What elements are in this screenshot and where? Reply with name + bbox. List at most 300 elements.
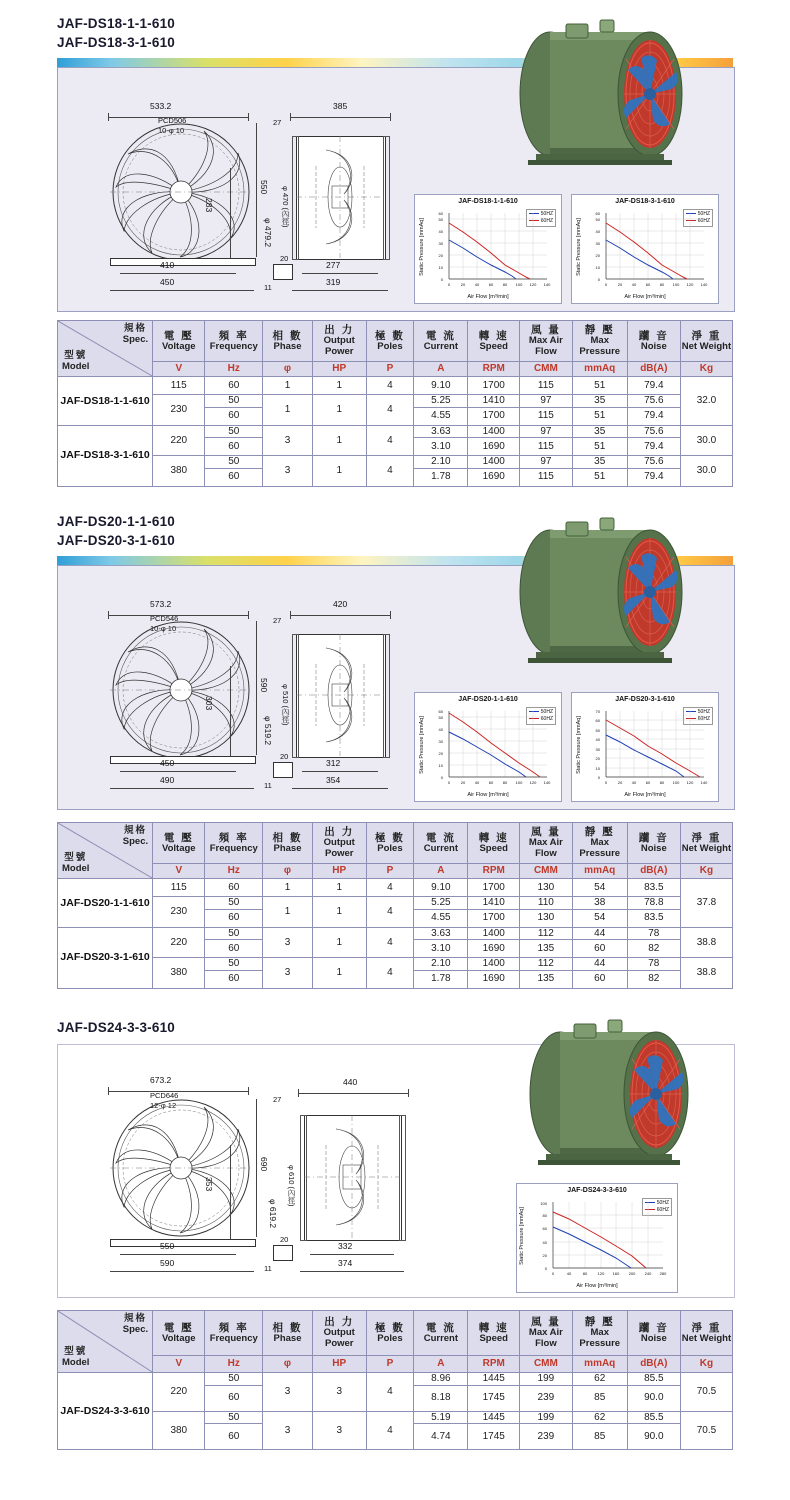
svg-text:120: 120 bbox=[597, 1271, 605, 1276]
cell-speed: 1690 bbox=[468, 970, 520, 988]
chart-title: JAF-DS18-1-1-610 bbox=[458, 198, 518, 205]
th-weight: 淨 重 Net Weight bbox=[680, 823, 732, 864]
legend-50hz: 50HZ bbox=[697, 709, 710, 715]
cell-frequency: 60 bbox=[205, 407, 263, 425]
cell-speed: 1445 bbox=[468, 1373, 520, 1386]
cell-poles: 4 bbox=[366, 897, 414, 928]
foot-detail bbox=[273, 762, 293, 778]
dim-height-right: 690 bbox=[259, 1157, 269, 1172]
cell-current: 1.78 bbox=[414, 468, 468, 486]
cell-voltage: 220 bbox=[153, 425, 205, 456]
cell-current: 8.96 bbox=[414, 1373, 468, 1386]
legend-60hz: 60HZ bbox=[697, 218, 710, 224]
cell-speed: 1700 bbox=[468, 879, 520, 897]
side-flange-right bbox=[383, 136, 390, 260]
svg-text:120: 120 bbox=[529, 282, 537, 287]
svg-text:20: 20 bbox=[438, 751, 443, 756]
cell-current: 3.10 bbox=[414, 940, 468, 958]
table-row bbox=[58, 1411, 733, 1424]
cell-airflow: 110 bbox=[520, 897, 573, 910]
corner-model-cn: 型號 bbox=[64, 350, 88, 362]
dim-holes: 10-φ 10 bbox=[150, 624, 177, 633]
dim-side-dia: φ 479.2 bbox=[263, 218, 273, 248]
svg-text:40: 40 bbox=[474, 780, 480, 785]
cell-pressure: 62 bbox=[572, 1411, 627, 1424]
cell-power: 1 bbox=[312, 425, 366, 456]
corner-spec-cn: 規格 bbox=[123, 1313, 147, 1324]
th-current: 電 流 Current bbox=[414, 823, 468, 864]
th-unit-pressure: mmAq bbox=[572, 362, 627, 377]
cell-current: 5.25 bbox=[414, 395, 468, 408]
dim-base-outer: 450 bbox=[160, 277, 175, 287]
svg-text:0: 0 bbox=[597, 775, 600, 780]
cell-poles: 4 bbox=[366, 1411, 414, 1450]
svg-text:60: 60 bbox=[438, 709, 443, 714]
th-weight: 淨 重 Net Weight bbox=[680, 1311, 732, 1356]
table-row bbox=[58, 377, 733, 395]
section-title bbox=[57, 14, 175, 52]
th-unit-weight: Kg bbox=[680, 864, 732, 879]
dim-base-inner: 410 bbox=[160, 260, 175, 270]
cell-speed: 1400 bbox=[468, 927, 520, 940]
legend-50hz: 50HZ bbox=[656, 1200, 669, 1206]
cell-frequency: 50 bbox=[205, 456, 263, 469]
cell-frequency: 60 bbox=[205, 909, 263, 927]
cell-speed: 1700 bbox=[468, 377, 520, 395]
svg-text:120: 120 bbox=[686, 282, 694, 287]
th-power: 出 力 Output Power bbox=[312, 1311, 366, 1356]
dim-pcd: PCD506 bbox=[158, 116, 187, 125]
svg-text:10: 10 bbox=[595, 265, 600, 270]
legend-60hz: 60HZ bbox=[540, 218, 553, 224]
performance-chart-2 bbox=[571, 692, 719, 802]
dim-side-bottom: 374 bbox=[338, 1258, 353, 1268]
th-voltage: 電 壓 Voltage bbox=[153, 1311, 205, 1356]
cell-frequency: 60 bbox=[205, 377, 263, 395]
cell-phase: 1 bbox=[263, 897, 313, 928]
svg-text:0: 0 bbox=[604, 282, 608, 287]
cell-noise: 78 bbox=[627, 958, 680, 971]
svg-text:0: 0 bbox=[604, 780, 608, 785]
svg-text:20: 20 bbox=[438, 253, 443, 258]
chart-ylabel: Static Pressure [mmAq] bbox=[518, 1207, 525, 1265]
th-pressure: 靜 壓 Max Pressure bbox=[572, 1311, 627, 1356]
legend-60hz: 60HZ bbox=[656, 1207, 669, 1213]
cell-voltage: 220 bbox=[153, 1373, 205, 1412]
corner-model-en: Model bbox=[62, 1357, 90, 1369]
table-corner-header bbox=[58, 321, 153, 377]
svg-text:50: 50 bbox=[438, 715, 443, 720]
cell-voltage: 115 bbox=[153, 377, 205, 395]
cell-current: 4.74 bbox=[414, 1424, 468, 1450]
dim-side-top: 420 bbox=[333, 599, 348, 609]
cell-poles: 4 bbox=[366, 927, 414, 958]
cell-speed: 1690 bbox=[468, 438, 520, 456]
cell-current: 4.55 bbox=[414, 909, 468, 927]
th-unit-pressure: mmAq bbox=[572, 1356, 627, 1373]
svg-text:0: 0 bbox=[447, 282, 451, 287]
cell-current: 3.10 bbox=[414, 438, 468, 456]
th-unit-phase: φ bbox=[263, 362, 313, 377]
dim-front-width: 573.2 bbox=[150, 599, 172, 609]
svg-text:60: 60 bbox=[595, 718, 600, 723]
th-speed: 轉 速 Speed bbox=[468, 823, 520, 864]
cell-power: 1 bbox=[312, 395, 366, 426]
svg-text:100: 100 bbox=[515, 780, 523, 785]
cell-phase: 3 bbox=[263, 958, 313, 989]
chart-ylabel: Static Pressure [mmAq] bbox=[575, 218, 582, 276]
th-power: 出 力 Output Power bbox=[312, 321, 366, 362]
cell-phase: 3 bbox=[263, 1373, 313, 1412]
dim-height-right: 550 bbox=[259, 180, 269, 195]
svg-text:30: 30 bbox=[595, 747, 600, 752]
svg-text:10: 10 bbox=[438, 265, 443, 270]
cell-frequency: 60 bbox=[205, 468, 263, 486]
svg-text:40: 40 bbox=[542, 1240, 547, 1245]
cell-airflow: 130 bbox=[520, 879, 573, 897]
cell-current: 2.10 bbox=[414, 456, 468, 469]
th-unit-speed: RPM bbox=[468, 362, 520, 377]
cell-phase: 3 bbox=[263, 1411, 313, 1450]
cell-weight: 30.0 bbox=[680, 425, 732, 456]
cell-voltage: 380 bbox=[153, 1411, 205, 1450]
cell-current: 5.19 bbox=[414, 1411, 468, 1424]
svg-text:60: 60 bbox=[595, 211, 600, 216]
cell-current: 3.63 bbox=[414, 927, 468, 940]
cell-airflow: 199 bbox=[520, 1373, 573, 1386]
th-voltage: 電 壓 Voltage bbox=[153, 321, 205, 362]
model-title-2: JAF-DS18-3-1-610 bbox=[57, 35, 175, 50]
chart-title: JAF-DS18-3-1-610 bbox=[615, 198, 675, 205]
svg-text:140: 140 bbox=[700, 780, 708, 785]
cell-speed: 1410 bbox=[468, 395, 520, 408]
th-speed: 轉 速 Speed bbox=[468, 321, 520, 362]
foot-detail bbox=[273, 1245, 293, 1261]
table-row bbox=[58, 395, 733, 408]
section-title bbox=[57, 1018, 175, 1037]
dim-side-offset: 27 bbox=[273, 616, 282, 625]
performance-chart-1 bbox=[414, 194, 562, 304]
svg-text:100: 100 bbox=[672, 282, 680, 287]
svg-text:40: 40 bbox=[631, 282, 637, 287]
cell-speed: 1445 bbox=[468, 1411, 520, 1424]
legend-50hz: 50HZ bbox=[540, 211, 553, 217]
table-row bbox=[58, 425, 733, 438]
th-poles: 極 數 Poles bbox=[366, 321, 414, 362]
svg-text:0: 0 bbox=[551, 1271, 555, 1276]
dim-side-top: 385 bbox=[333, 101, 348, 111]
th-unit-current: A bbox=[414, 362, 468, 377]
table-row bbox=[58, 958, 733, 971]
th-unit-airflow: CMM bbox=[520, 864, 573, 879]
corner-spec-en: Spec. bbox=[122, 1323, 149, 1335]
chart-title: JAF-DS20-1-1-610 bbox=[458, 696, 518, 703]
th-noise: 躪 音 Noise bbox=[627, 823, 680, 864]
spec-table-ds24 bbox=[57, 1310, 733, 1450]
th-poles: 極 數 Poles bbox=[366, 1311, 414, 1356]
dim-foot-width: 11 bbox=[264, 1264, 272, 1273]
th-unit-airflow: CMM bbox=[520, 1356, 573, 1373]
cell-noise: 79.4 bbox=[627, 377, 680, 395]
th-unit-poles: P bbox=[366, 362, 414, 377]
table-row bbox=[58, 897, 733, 910]
base-plate bbox=[110, 258, 256, 266]
cell-airflow: 97 bbox=[520, 395, 573, 408]
th-phase: 相 數 Phase bbox=[263, 1311, 313, 1356]
cell-airflow: 97 bbox=[520, 425, 573, 438]
cell-phase: 1 bbox=[263, 377, 313, 395]
corner-spec-en: Spec. bbox=[122, 333, 149, 345]
svg-text:240: 240 bbox=[644, 1271, 652, 1276]
cell-noise: 75.6 bbox=[627, 395, 680, 408]
svg-text:10: 10 bbox=[595, 766, 600, 771]
dim-foot-height: 20 bbox=[280, 752, 289, 761]
th-frequency: 頻 率 Frequency bbox=[205, 321, 263, 362]
svg-text:40: 40 bbox=[438, 229, 443, 234]
chart-ylabel: Static Pressure [mmAq] bbox=[418, 218, 425, 276]
cell-phase: 3 bbox=[263, 927, 313, 958]
side-internal-detail bbox=[304, 1115, 400, 1239]
cell-airflow: 115 bbox=[520, 468, 573, 486]
product-photo bbox=[500, 512, 700, 672]
cell-current: 3.63 bbox=[414, 425, 468, 438]
th-unit-pressure: mmAq bbox=[572, 864, 627, 879]
svg-text:20: 20 bbox=[460, 282, 466, 287]
cell-model: JAF-DS24-3-3-610 bbox=[58, 1373, 153, 1450]
table-corner-header bbox=[58, 823, 153, 879]
cell-voltage: 380 bbox=[153, 958, 205, 989]
svg-text:0: 0 bbox=[440, 277, 443, 282]
cell-frequency: 60 bbox=[205, 970, 263, 988]
cell-noise: 90.0 bbox=[627, 1424, 680, 1450]
cell-power: 1 bbox=[312, 958, 366, 989]
cell-speed: 1410 bbox=[468, 897, 520, 910]
base-plate bbox=[110, 1239, 256, 1247]
cell-noise: 82 bbox=[627, 970, 680, 988]
th-unit-current: A bbox=[414, 864, 468, 879]
cell-noise: 79.4 bbox=[627, 407, 680, 425]
dim-side-dia: φ 619.2 bbox=[268, 1199, 278, 1229]
cell-voltage: 380 bbox=[153, 456, 205, 487]
dim-height-right: 590 bbox=[259, 678, 269, 693]
dim-foot-width: 11 bbox=[264, 283, 272, 292]
dim-foot-width: 11 bbox=[264, 781, 272, 790]
cell-airflow: 112 bbox=[520, 958, 573, 971]
cell-speed: 1690 bbox=[468, 468, 520, 486]
svg-text:0: 0 bbox=[447, 780, 451, 785]
svg-text:40: 40 bbox=[474, 282, 480, 287]
cell-power: 1 bbox=[312, 879, 366, 897]
cell-frequency: 60 bbox=[205, 1424, 263, 1450]
svg-text:20: 20 bbox=[617, 282, 623, 287]
performance-chart-1 bbox=[414, 692, 562, 802]
chart-xlabel: Air Flow [m³/min] bbox=[467, 792, 509, 798]
chart-ylabel: Static Pressure [mmAq] bbox=[575, 716, 582, 774]
model-title-1: JAF-DS24-3-3-610 bbox=[57, 1020, 175, 1035]
svg-text:100: 100 bbox=[672, 780, 680, 785]
svg-text:80: 80 bbox=[582, 1271, 588, 1276]
cell-pressure: 38 bbox=[572, 897, 627, 910]
cell-weight: 30.0 bbox=[680, 456, 732, 487]
performance-chart-1 bbox=[516, 1183, 678, 1293]
th-unit-noise: dB(A) bbox=[627, 1356, 680, 1373]
model-title-2: JAF-DS20-3-1-610 bbox=[57, 533, 175, 548]
cell-current: 9.10 bbox=[414, 377, 468, 395]
dim-front-width: 533.2 bbox=[150, 101, 172, 111]
th-airflow: 風 量 Max Air Flow bbox=[520, 823, 573, 864]
dim-side-mid: 277 bbox=[326, 260, 341, 270]
cell-pressure: 44 bbox=[572, 958, 627, 971]
dim-foot-height: 20 bbox=[280, 254, 289, 263]
th-phase: 相 數 Phase bbox=[263, 823, 313, 864]
th-current: 電 流 Current bbox=[414, 1311, 468, 1356]
cell-airflow: 135 bbox=[520, 940, 573, 958]
cell-current: 8.18 bbox=[414, 1385, 468, 1411]
product-photo bbox=[500, 14, 700, 174]
svg-text:160: 160 bbox=[612, 1271, 620, 1276]
svg-text:60: 60 bbox=[488, 282, 494, 287]
cell-phase: 1 bbox=[263, 879, 313, 897]
spec-table-ds18 bbox=[57, 320, 733, 487]
cell-power: 1 bbox=[312, 897, 366, 928]
th-unit-poles: P bbox=[366, 1356, 414, 1373]
th-pressure: 靜 壓 Max Pressure bbox=[572, 321, 627, 362]
chart-xlabel: Air Flow [m³/min] bbox=[624, 792, 666, 798]
svg-text:0: 0 bbox=[544, 1266, 547, 1271]
dim-side-top: 440 bbox=[343, 1077, 358, 1087]
cell-pressure: 51 bbox=[572, 407, 627, 425]
th-unit-phase: φ bbox=[263, 864, 313, 879]
cell-airflow: 130 bbox=[520, 909, 573, 927]
corner-model-cn: 型號 bbox=[64, 852, 88, 864]
dim-height-inner: 353 bbox=[204, 1177, 214, 1192]
th-unit-weight: Kg bbox=[680, 362, 732, 377]
th-unit-voltage: V bbox=[153, 1356, 205, 1373]
corner-model-cn: 型號 bbox=[64, 1346, 88, 1358]
cell-poles: 4 bbox=[366, 425, 414, 456]
svg-text:50: 50 bbox=[438, 217, 443, 222]
cell-airflow: 97 bbox=[520, 456, 573, 469]
svg-text:140: 140 bbox=[543, 780, 551, 785]
svg-text:40: 40 bbox=[566, 1271, 572, 1276]
svg-text:100: 100 bbox=[540, 1201, 547, 1206]
cell-poles: 4 bbox=[366, 1373, 414, 1412]
cell-poles: 4 bbox=[366, 395, 414, 426]
cell-phase: 1 bbox=[263, 395, 313, 426]
th-phase: 相 數 Phase bbox=[263, 321, 313, 362]
cell-current: 2.10 bbox=[414, 958, 468, 971]
th-unit-power: HP bbox=[312, 864, 366, 879]
side-internal-detail bbox=[296, 136, 384, 258]
dim-side-bottom: 319 bbox=[326, 277, 341, 287]
table-row bbox=[58, 927, 733, 940]
dim-side-dia: φ 519.2 bbox=[263, 716, 273, 746]
cell-model: JAF-DS18-1-1-610 bbox=[58, 377, 153, 426]
svg-text:140: 140 bbox=[700, 282, 708, 287]
svg-text:60: 60 bbox=[488, 780, 494, 785]
svg-text:100: 100 bbox=[515, 282, 523, 287]
chart-title: JAF-DS20-3-1-610 bbox=[615, 696, 675, 703]
svg-text:280: 280 bbox=[659, 1271, 667, 1276]
legend-60hz: 60HZ bbox=[540, 716, 553, 722]
svg-text:200: 200 bbox=[628, 1271, 636, 1276]
dim-side-dia2: φ 510 (內徑) bbox=[281, 684, 290, 726]
cell-weight: 38.8 bbox=[680, 927, 732, 958]
cell-voltage: 220 bbox=[153, 927, 205, 958]
cell-noise: 75.6 bbox=[627, 456, 680, 469]
cell-frequency: 50 bbox=[205, 395, 263, 408]
dim-base-outer: 490 bbox=[160, 775, 175, 785]
cell-pressure: 35 bbox=[572, 425, 627, 438]
model-title-1: JAF-DS20-1-1-610 bbox=[57, 514, 175, 529]
cell-noise: 83.5 bbox=[627, 909, 680, 927]
dim-side-offset: 27 bbox=[273, 118, 282, 127]
cell-power: 3 bbox=[312, 1373, 366, 1412]
dim-height-inner: 303 bbox=[204, 696, 214, 711]
svg-text:0: 0 bbox=[597, 277, 600, 282]
th-unit-airflow: CMM bbox=[520, 362, 573, 377]
svg-text:30: 30 bbox=[438, 241, 443, 246]
cell-pressure: 51 bbox=[572, 468, 627, 486]
cell-current: 4.55 bbox=[414, 407, 468, 425]
cell-speed: 1700 bbox=[468, 407, 520, 425]
th-unit-speed: RPM bbox=[468, 1356, 520, 1373]
corner-spec-cn: 規格 bbox=[123, 825, 147, 836]
svg-text:20: 20 bbox=[595, 756, 600, 761]
th-unit-frequency: Hz bbox=[205, 864, 263, 879]
performance-chart-2 bbox=[571, 194, 719, 304]
cell-model: JAF-DS20-1-1-610 bbox=[58, 879, 153, 928]
cell-noise: 75.6 bbox=[627, 425, 680, 438]
th-current: 電 流 Current bbox=[414, 321, 468, 362]
svg-text:40: 40 bbox=[595, 737, 600, 742]
chart-xlabel: Air Flow [m³/min] bbox=[467, 294, 509, 300]
cell-pressure: 35 bbox=[572, 456, 627, 469]
th-airflow: 風 量 Max Air Flow bbox=[520, 1311, 573, 1356]
cell-pressure: 60 bbox=[572, 940, 627, 958]
corner-model-en: Model bbox=[62, 863, 90, 875]
svg-text:80: 80 bbox=[502, 282, 508, 287]
th-noise: 躪 音 Noise bbox=[627, 1311, 680, 1356]
cell-speed: 1745 bbox=[468, 1424, 520, 1450]
cell-noise: 79.4 bbox=[627, 468, 680, 486]
th-poles: 極 數 Poles bbox=[366, 823, 414, 864]
side-flange-right bbox=[383, 634, 390, 758]
cell-poles: 4 bbox=[366, 879, 414, 897]
table-row bbox=[58, 456, 733, 469]
product-section-ds24 bbox=[0, 1018, 790, 1488]
svg-text:60: 60 bbox=[438, 211, 443, 216]
chart-xlabel: Air Flow [m³/min] bbox=[576, 1283, 618, 1289]
dim-side-bottom: 354 bbox=[326, 775, 341, 785]
cell-model: JAF-DS18-3-1-610 bbox=[58, 425, 153, 486]
cell-frequency: 60 bbox=[205, 438, 263, 456]
cell-poles: 4 bbox=[366, 958, 414, 989]
th-weight: 淨 重 Net Weight bbox=[680, 321, 732, 362]
svg-text:60: 60 bbox=[542, 1226, 547, 1231]
svg-text:120: 120 bbox=[529, 780, 537, 785]
th-unit-power: HP bbox=[312, 362, 366, 377]
dim-front-width: 673.2 bbox=[150, 1075, 172, 1085]
foot-detail bbox=[273, 264, 293, 280]
dim-side-mid: 332 bbox=[338, 1241, 353, 1251]
th-unit-phase: φ bbox=[263, 1356, 313, 1373]
cell-airflow: 115 bbox=[520, 377, 573, 395]
product-section-ds18 bbox=[0, 14, 790, 484]
dim-base-inner: 550 bbox=[160, 1241, 175, 1251]
th-unit-poles: P bbox=[366, 864, 414, 879]
cell-pressure: 54 bbox=[572, 879, 627, 897]
